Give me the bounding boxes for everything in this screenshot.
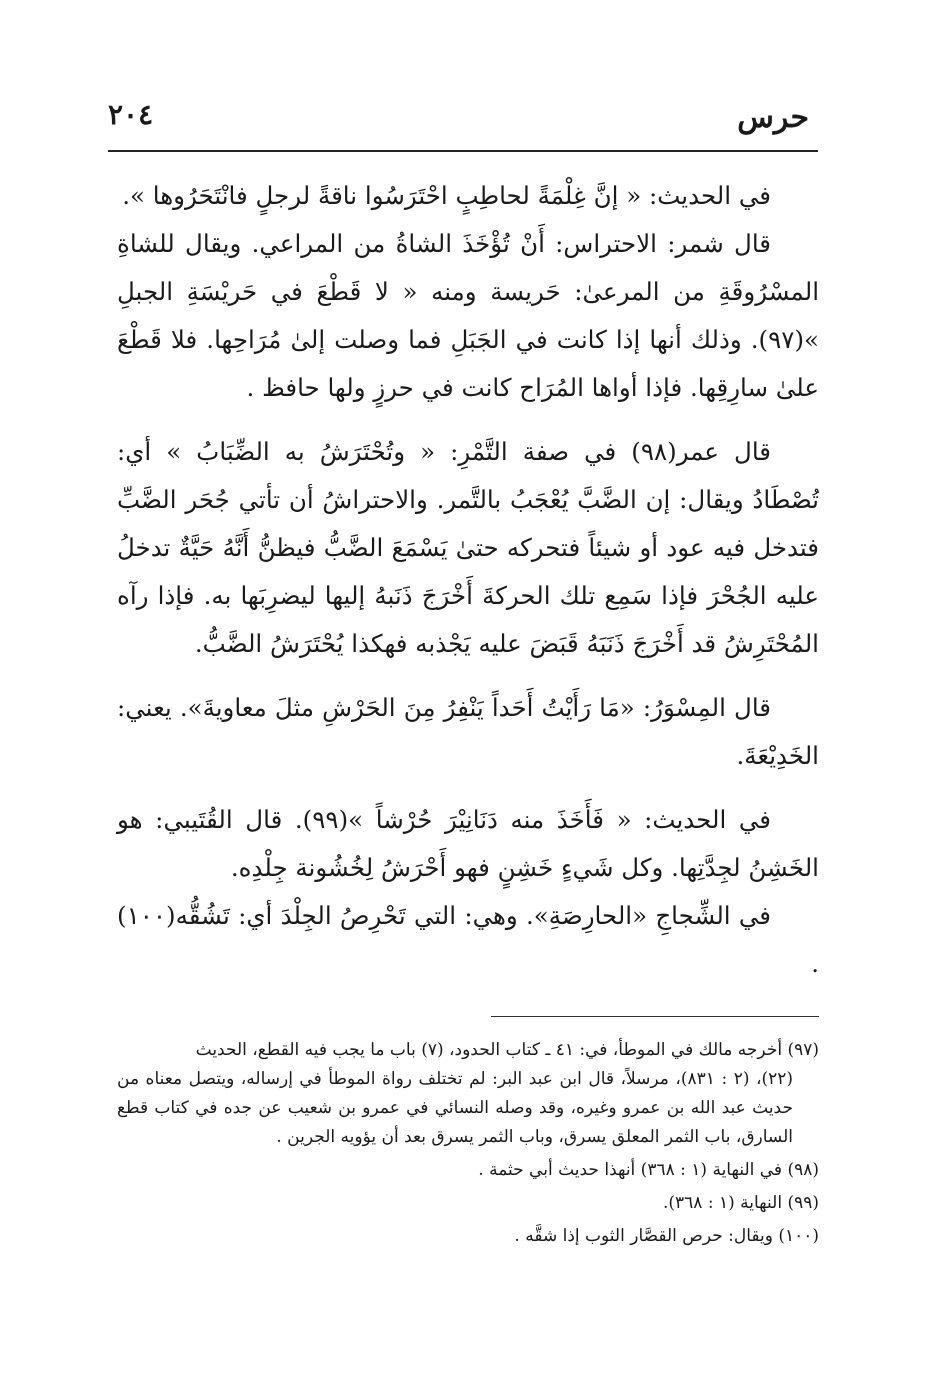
paragraph-hadith-2: في الحديث: « فَأَخَذَ منه دَنَانِيْرَ حُرْشاً »(٩٩). قال القُتَيبي: هو الخَشِنُ لجِدَّتِها. وكل شَيءٍ خَشِنٍ فهو أَحْرَشُ لِخُشُونة جِلْدِه. [117, 805, 819, 882]
footnote-97-continuation: (٢٢)، (٢ : ٨٣١)، مرسلاً، قال ابن عبد البر: لم تختلف رواة الموطأ في إرساله، ويتصل معناه من حديث عبد الله بن عمرو وغيره، وقد وصله النسائي في عمرو بن شعيب عن جده في كتاب قطع السارق، باب الثمر المعلق يسرق، وباب الثمر يسرق بعد أن يؤويه الجرين . [117, 1069, 793, 1147]
paragraph-shamir: قال شمر: الاحتراس: أَنْ تُؤْخَذَ الشاةُ من المراعي. ويقال للشاةِ المسْرُوقَةِ من المرعىٰ: حَريسة ومنه « لا قَطْعَ في حَريْسَةِ الجبلِ »(٩٧). وذلك أنها إذا كانت في الجَبَلِ فما وصلت إلىٰ مُرَاحِها. فلا قَطْعَ علىٰ سارِقِها. فإذا أواها المُرَاح كانت في حرزٍ ولها حافظ . [117, 229, 819, 402]
footnote-99: (٩٩) النهاية (١ : ٣٦٨). [662, 1193, 819, 1213]
footnote-divider [491, 1016, 819, 1017]
footnote-100: (١٠٠) ويقال: حرص القصَّار الثوب إذا شقَّه . [514, 1226, 819, 1246]
header-divider [108, 150, 818, 152]
footnotes [117, 1036, 819, 1255]
footnote-98: (٩٨) في النهاية (١ : ٣٦٨) أنهذا حديث أبي حثمة . [478, 1160, 819, 1180]
paragraph-hadith-1: في الحديث: « إنَّ غِلْمَةً لحاطِبٍ احْتَرَسُوا ناقةً لرجلٍ فانْتَحَرُوها ». [122, 181, 771, 210]
page-number: ٢٠٤ [108, 98, 154, 131]
paragraph-umar: قال عمر(٩٨) في صفة التَّمْرِ: « وتُحْتَرَشُ به الضِّبَابُ » أي: تُصْطَادُ ويقال: إن الضَّبَّ يُعْجَبُ بالتَّمر. والاحتراشُ أن تأتي جُحَر الضَّبِّ فتدخل فيه عود أو شيئاً فتحركه حتىٰ يَسْمَعَ الضَّبُّ فيظنُّ أَنَّهُ حَيَّةٌ تدخلُ عليه الجُحْرَ فإذا سَمِع تلك الحركةَ أَخْرَجَ ذَنَبهُ إليها ليضرِبَها به. فإذا رآه المُحْتَرِشُ قد أَخْرَجَ ذَنَبَهُ قَبَضَ عليه يَجْذبه فهكذا يُحْتَرَشُ الضَّبُّ. [117, 437, 819, 658]
paragraph-miswar: قال المِسْوَرُ: «مَا رَأَيْتُ أَحَداً يَنْفِرُ مِنَ الحَرْشِ مثلَ معاويةَ». يعني: الخَدِيْعَةَ. [117, 693, 819, 770]
paragraph-shijaj: في الشِّجاجِ «الحارِصَةِ». وهي: التي تَحْرِصُ الجِلْدَ أي: تَشُقُّه(١٠٠) . [117, 901, 819, 978]
main-text [117, 172, 819, 988]
footnote-97: (٩٧) أخرجه مالك في الموطأ، في: ٤١ ـ كتاب الحدود، (٧) باب ما يجب فيه القطع، الحديث [195, 1040, 819, 1060]
running-header-title: حرس [737, 100, 809, 135]
